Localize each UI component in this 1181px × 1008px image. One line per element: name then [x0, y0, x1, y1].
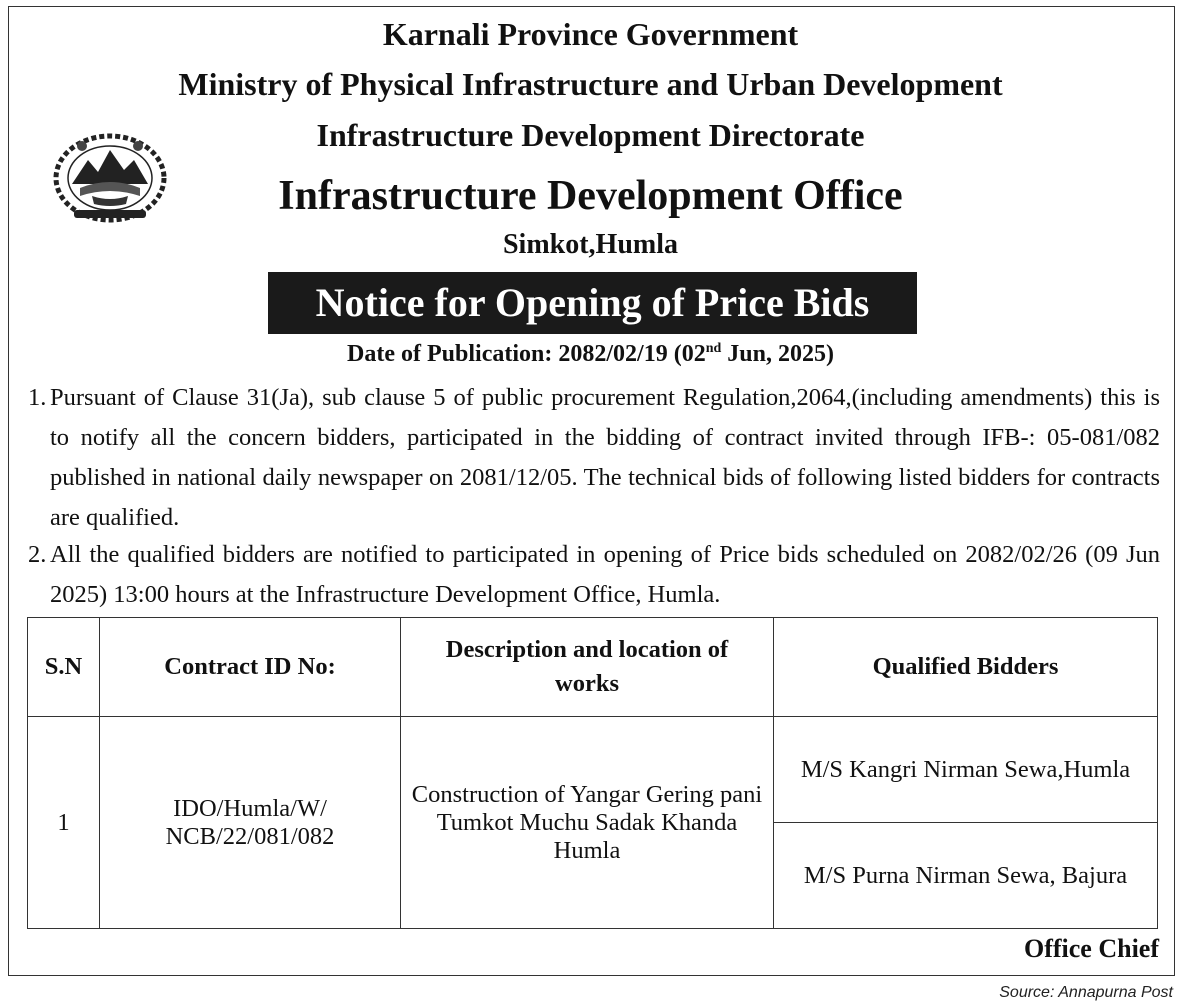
province-government-heading: Karnali Province Government — [382, 16, 799, 52]
cell-contract-id: IDO/Humla/W/ NCB/22/081/082 — [100, 717, 401, 929]
publication-date-superscript: nd — [705, 341, 722, 356]
qualified-bidders-table — [27, 617, 1158, 929]
header-sn: S.N — [28, 618, 100, 717]
table-row — [28, 717, 1158, 823]
paragraph-number: 1. — [28, 384, 47, 411]
directorate-heading: Infrastructure Development Directorate — [316, 117, 865, 153]
paragraph-text: All the qualified bidders are notified to participated in opening of Price bids scheduled on 2082/02/26 (09 Jun 2025) 13:00 hours at the Infrastructure Development Office, Humla. — [50, 541, 1160, 608]
cell-sn: 1 — [28, 717, 100, 929]
cell-bidder: M/S Kangri Nirman Sewa,Humla — [774, 717, 1158, 823]
header-qualified-bidders: Qualified Bidders — [774, 618, 1158, 717]
ministry-heading: Ministry of Physical Infrastructure and Urban Development — [178, 66, 1003, 102]
paragraph-text: Pursuant of Clause 31(Ja), sub clause 5 of public procurement Regulation,2064,(including amendments) this is to notify all the concern bidders, participated in the bidding of contract invited through IFB-: 05-081/082 published in national daily newspaper on 2081/12/05. The technical bids of following listed bidders for contracts are qualified. — [50, 384, 1160, 531]
office-location: Simkot,Humla — [502, 229, 679, 260]
header-contract-id: Contract ID No: — [100, 618, 401, 717]
cell-bidder: M/S Purna Nirman Sewa, Bajura — [774, 823, 1158, 929]
source-credit: Source: Annapurna Post — [999, 984, 1173, 1001]
publication-date-prefix: Date of Publication: 2082/02/19 (02 — [347, 341, 706, 367]
publication-date-suffix: Jun, 2025) — [721, 341, 834, 367]
signature-office-chief: Office Chief — [1023, 934, 1159, 963]
office-heading: Infrastructure Development Office — [278, 173, 903, 219]
table-header-row — [28, 618, 1158, 717]
header-description: Description and location of works — [401, 618, 774, 717]
cell-description: Construction of Yangar Gering pani Tumkot Muchu Sadak Khanda Humla — [401, 717, 774, 929]
notice-title-banner: Notice for Opening of Price Bids — [268, 272, 917, 334]
publication-date — [0, 341, 1181, 368]
paragraph-number: 2. — [28, 541, 47, 568]
notice-paragraph-2 — [28, 535, 1160, 615]
notice-paragraph-1 — [28, 378, 1160, 538]
